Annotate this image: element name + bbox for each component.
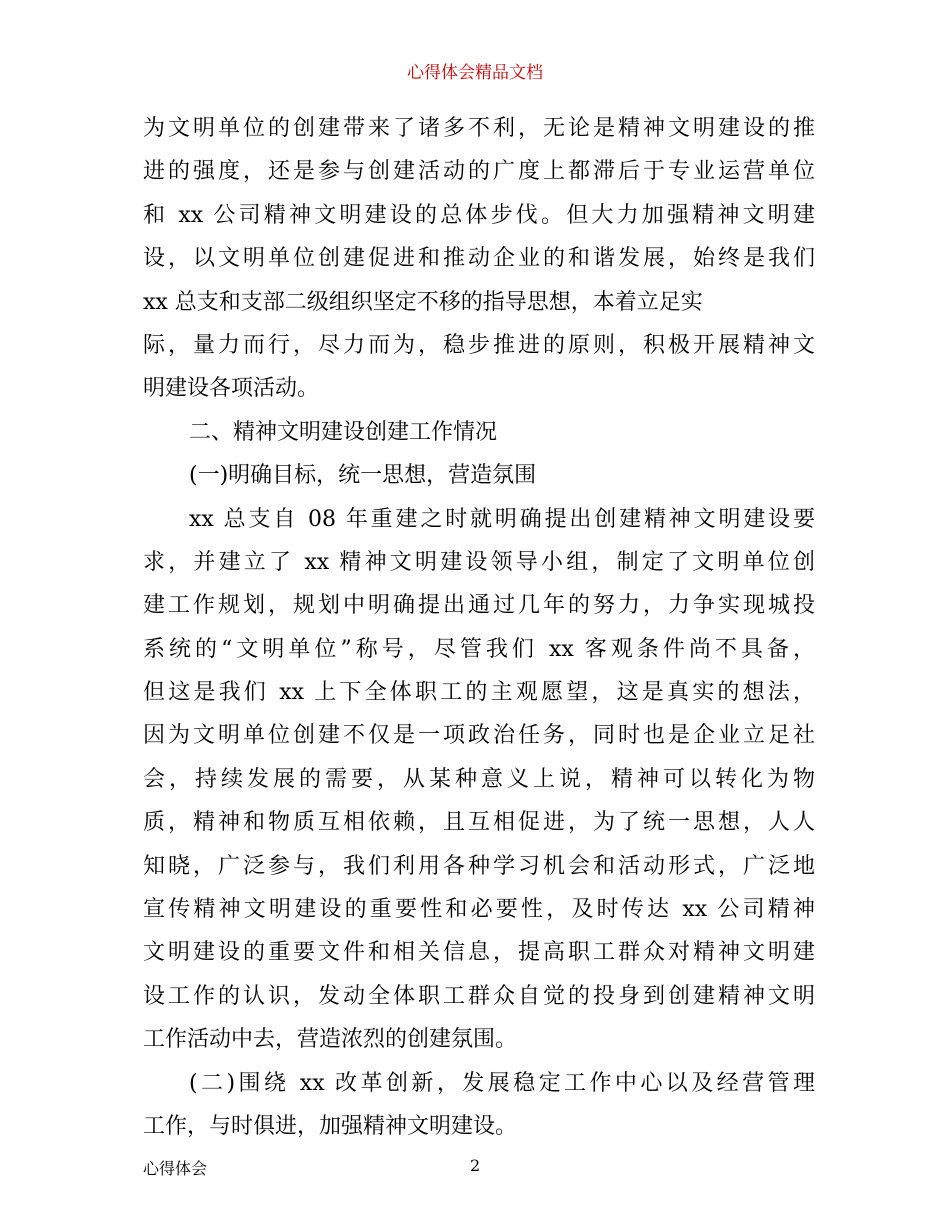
subsection-heading: (一)明确目标，统一思想，营造氛围 (189, 463, 537, 489)
text-line: 求，并建立了 xx 精神文明建设领导小组，制定了文明单位创 (143, 549, 815, 575)
section-heading: 二、精神文明建设创建工作情况 (189, 419, 498, 445)
text-line: 建工作规划，规划中明确提出通过几年的努力，力争实现城投 (143, 593, 815, 619)
text-line: 工作活动中去，营造浓烈的创建氛围。 (143, 1027, 518, 1053)
text-line: 设工作的认识，发动全体职工群众自觉的投身到创建精神文明 (143, 983, 815, 1009)
text-line: 进的强度，还是参与创建活动的广度上都滞后于专业运营单位 (143, 159, 815, 185)
text-line: 宣传精神文明建设的重要性和必要性，及时传达 xx 公司精神 (143, 897, 815, 923)
text-line: xx 总支和支部二级组织坚定不移的指导思想，本着立足实 (143, 289, 703, 315)
document-body (143, 107, 815, 1148)
text-line: 工作，与时俱进，加强精神文明建设。 (143, 1113, 518, 1139)
text-line: 因为文明单位创建不仅是一项政治任务，同时也是企业立足社 (143, 723, 815, 749)
text-line: 会，持续发展的需要，从某种意义上说，精神可以转化为物 (143, 766, 815, 792)
text-line: 文明建设的重要文件和相关信息，提高职工群众对精神文明建 (143, 940, 815, 966)
text-line: 系统的“文明单位”称号，尽管我们 xx 客观条件尚不具备， (143, 636, 815, 662)
text-line: 明建设各项活动。 (143, 376, 320, 402)
text-line: xx 总支自 08 年重建之时就明确提出创建精神文明建设要 (189, 506, 815, 532)
text-line: 和 xx 公司精神文明建设的总体步伐。但大力加强精神文明建 (143, 202, 815, 228)
text-line: 但这是我们 xx 上下全体职工的主观愿望，这是真实的想法， (143, 680, 815, 706)
text-line: 质，精神和物质互相依赖，且互相促进，为了统一思想，人人 (143, 810, 815, 836)
text-line: 为文明单位的创建带来了诸多不利，无论是精神文明建设的推 (143, 116, 815, 141)
text-line: 际，量力而行，尽力而为，稳步推进的原则，积极开展精神文 (143, 332, 815, 358)
text-line: 设，以文明单位创建促进和推动企业的和谐发展，始终是我们 (143, 246, 815, 272)
subsection-heading: (二)围绕 xx 改革创新，发展稳定工作中心以及经营管理 (189, 1070, 815, 1096)
page-header-title: 心得体会精品文档 (407, 63, 543, 83)
footer-label: 心得体会 (143, 1159, 208, 1178)
text-line: 知晓，广泛参与，我们利用各种学习机会和活动形式，广泛地 (143, 853, 815, 879)
page-number: 2 (470, 1156, 481, 1175)
